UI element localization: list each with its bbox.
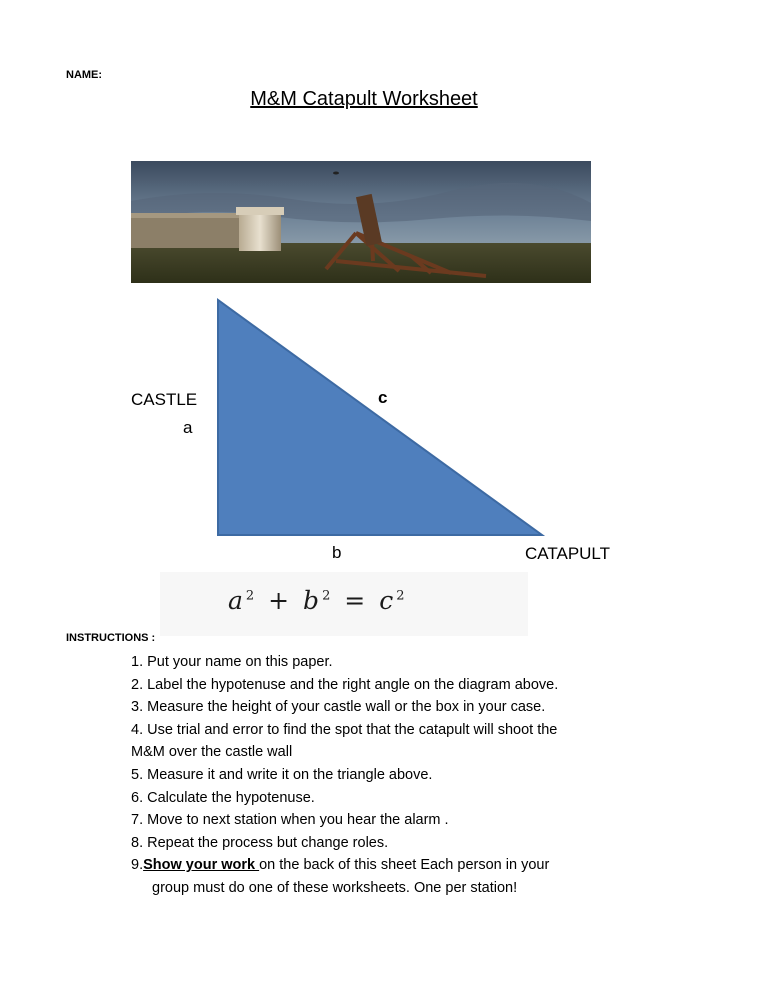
- castle-wall: [131, 217, 246, 248]
- page-title-text: M&M Catapult Worksheet: [250, 88, 478, 110]
- castle-catapult-image: [131, 161, 591, 283]
- triangle-svg: [210, 295, 550, 540]
- formula-exp-c: 2: [396, 588, 408, 604]
- instruction-step-7: 7. Move to next station when you hear the alarm .: [131, 812, 449, 829]
- instruction-step-5: 5. Measure it and write it on the triangle above.: [131, 766, 433, 783]
- instruction-step-8: 8. Repeat the process but change roles.: [131, 834, 389, 851]
- instructions-heading: INSTRUCTIONS :: [66, 632, 156, 644]
- instructions-list: [131, 651, 631, 900]
- side-c-label: c: [378, 388, 388, 407]
- instruction-step-4-cont: M&M over the castle wall: [131, 744, 293, 761]
- projectile: [333, 172, 339, 175]
- formula-text: [228, 586, 408, 615]
- side-a-label: a: [183, 418, 193, 437]
- right-triangle: [218, 300, 542, 535]
- formula-exp-b: 2: [322, 588, 334, 604]
- page-title: [0, 88, 728, 111]
- name-label: NAME:: [66, 69, 103, 81]
- instruction-step-1: 1. Put your name on this paper.: [131, 654, 333, 670]
- formula-b: b: [303, 586, 323, 615]
- side-b-label: b: [332, 543, 342, 562]
- castle-wall-top: [131, 213, 246, 218]
- instruction-step-9: [131, 854, 631, 877]
- catapult-label: CATAPULT: [525, 544, 611, 563]
- instruction-step-2: 2. Label the hypotenuse and the right angle on the diagram above.: [131, 676, 559, 693]
- formula-equals: =: [344, 586, 369, 615]
- step9-text: on the back of this sheet Each person in your: [259, 857, 550, 874]
- castle-label: CASTLE: [131, 390, 198, 409]
- formula-a: a: [228, 586, 246, 615]
- formula-c: c: [379, 586, 397, 615]
- instruction-step-9-cont: group must do one of these worksheets. One per station!: [152, 879, 518, 896]
- tower-battlement: [236, 207, 284, 215]
- instruction-step-3: 3. Measure the height of your castle wall or the box in your case.: [131, 699, 546, 716]
- formula-exp-a: 2: [245, 588, 258, 604]
- instruction-step-6: 6. Calculate the hypotenuse.: [131, 789, 315, 806]
- formula-plus: +: [268, 586, 293, 615]
- instruction-step-4: 4. Use trial and error to find the spot that the catapult will shoot the: [131, 721, 558, 738]
- step9-number: 9.: [131, 857, 144, 874]
- show-your-work-emphasis: Show your work: [143, 857, 260, 874]
- castle-tower: [239, 213, 281, 251]
- scene-svg: [131, 161, 591, 283]
- pythagorean-formula: [160, 572, 528, 636]
- right-triangle-diagram: [210, 295, 550, 540]
